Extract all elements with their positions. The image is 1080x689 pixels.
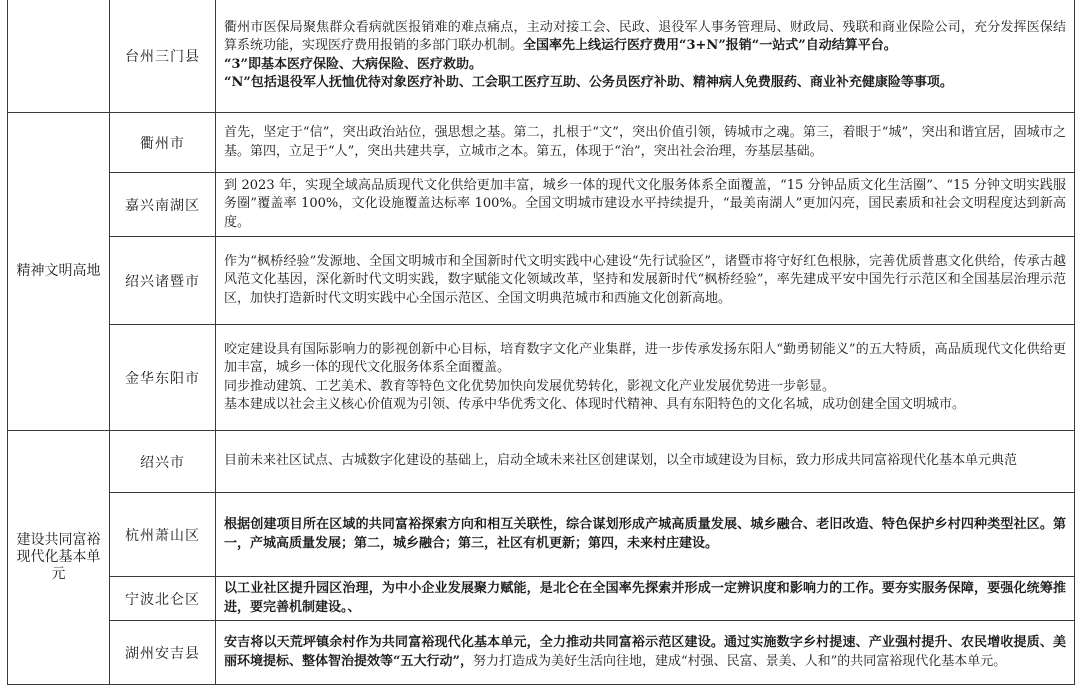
table-row (8, 493, 1075, 577)
category-label: 精神文明高地 (16, 263, 101, 279)
district-cell: 台州三门县 (110, 0, 216, 113)
table-row (8, 325, 1075, 431)
content-text-bold: 根据创建项目所在区域的共同富裕探索方向和相互关联性，综合谋划形成产城高质量发展、城乡融合、老旧改造、特色保护乡村四种类型社区。第一，产城高质量发展；第二，城乡融合；第三，社区有机更新；第四，未来村庄建设。 (224, 517, 1066, 551)
district-cell: 衢州市 (110, 113, 216, 173)
content-text-bold: “3”即基本医疗保险、大病保险、医疗救助。 (224, 56, 483, 72)
table-row (8, 577, 1075, 621)
content-cell (216, 173, 1075, 237)
content-cell (216, 621, 1075, 685)
district-cell: 绍兴市 (110, 431, 216, 493)
table-row (8, 113, 1075, 173)
district-cell: 杭州萧山区 (110, 493, 216, 577)
content-text: 目前未来社区试点、古城数字化建设的基础上，启动全域未来社区创建谋划，以全市域建设为目标，致力形成共同富裕现代化基本单元典范 (224, 453, 1018, 469)
policy-table (7, 0, 1075, 685)
category-cell (8, 0, 110, 113)
content-text: 到 2023 年，实现全域高品质现代文化供给更加丰富，城乡一体的现代文化服务体系全面覆盖，“15 分钟品质文化生活圈”、“15 分钟文明实践服务圈”覆盖率 100%，文化设施覆盖达标率 100%。全国文明城市建设水平持续提升，“最美南湖人”更加闪亮，国民素质和社会文明程度达到新高度。 (224, 177, 1066, 230)
district-cell: 绍兴诸暨市 (110, 237, 216, 325)
district-cell: 嘉兴南湖区 (110, 173, 216, 237)
content-cell (216, 325, 1075, 431)
content-cell (216, 493, 1075, 577)
content-cell (216, 237, 1075, 325)
table-row (8, 173, 1075, 237)
content-cell (216, 0, 1075, 113)
district-cell: 宁波北仑区 (110, 577, 216, 621)
table-row (8, 431, 1075, 493)
content-text: 努力打造成为美好生活向往地，建成“村强、民富、景美、人和”的共同富裕现代化基本单元。 (472, 653, 1007, 669)
content-cell (216, 431, 1075, 493)
content-text-bold: “N”包括退役军人抚恤优待对象医疗补助、工会职工医疗互助、公务员医疗补助、精神病人免费服药、商业补充健康险等事项。 (224, 75, 953, 90)
content-text: 同步推动建筑、工艺美术、教育等特色文化优势加快向发展优势转化，影视文化产业发展优势进一步彰显。 (224, 378, 836, 394)
content-text-bold: 全国率先上线运行医疗费用“3+N”报销“一站式”自动结算平台。 (523, 38, 897, 53)
content-text-bold: 安吉将以天荒坪镇余村作为共同富裕现代化基本单元，全力推动共同富裕示范区建设。通过实施数字乡村提速、产业强村提升、农民增收提质、美丽环境提标、整体智治提效等“五大行动”， (224, 635, 1066, 669)
content-text: 作为“枫桥经验”发源地、全国文明城市和全国新时代文明实践中心建设“先行试验区”，诸暨市将守好红色根脉，完善优质普惠文化供给，传承古越风范文化基因，深化新时代文明实践，数字赋能文化领域改革，坚持和发展新时代“枫桥经验”，率先建成平安中国先行示范区和全国基层治理示范区，加快打造新时代文明实践中心全国示范区、全国文明典范城市和西施文化创新高地。 (224, 253, 1066, 306)
content-text: 基本建成以社会主义核心价值观为引领、传承中华优秀文化、体现时代精神、具有东阳特色的文化名城，成功创建全国文明城市。 (224, 397, 966, 412)
table-row (8, 237, 1075, 325)
district-cell: 金华东阳市 (110, 325, 216, 431)
content-text: 首先，坚定于“信”，突出政治站位，强思想之基。第二，扎根于“文”，突出价值引领，铸城市之魂。第三，着眼于“城”，突出和谐宜居，固城市之基。第四，立足于“人”，突出共建共享，立城市之本。第五，体现于“治”，突出社会治理，夯基层基础。 (224, 125, 1066, 159)
content-text: 衢州市医保局聚焦群众看病就医报销难的难点痛点，主动对接工会、民政、退役军人事务管理局、财政局、残联和商业保险公司，充分发挥医保结算系统功能，实现医疗费用报销的多部门联办机制。 (224, 19, 1066, 53)
content-cell (216, 113, 1075, 173)
table-row (8, 621, 1075, 685)
table-row (8, 0, 1075, 113)
content-text: 咬定建设具有国际影响力的影视创新中心目标，培育数字文化产业集群，进一步传承发扬东阳人“勤勇韧能义”的五大特质，高品质现代文化供给更加丰富，城乡一体的现代文化服务体系全面覆盖。 (224, 341, 1066, 375)
category-cell (8, 113, 110, 431)
content-cell (216, 577, 1075, 621)
content-text-bold: 以工业社区提升园区治理，为中小企业发展聚力赋能，是北仑在全国率先探索并形成一定辨识度和影响力的工作。要夯实服务保障，要强化统筹推进，要完善机制建设。、 (224, 581, 1066, 615)
district-cell: 湖州安吉县 (110, 621, 216, 685)
category-label: 建设共同富裕现代化基本单元 (16, 532, 101, 582)
category-cell (8, 431, 110, 685)
